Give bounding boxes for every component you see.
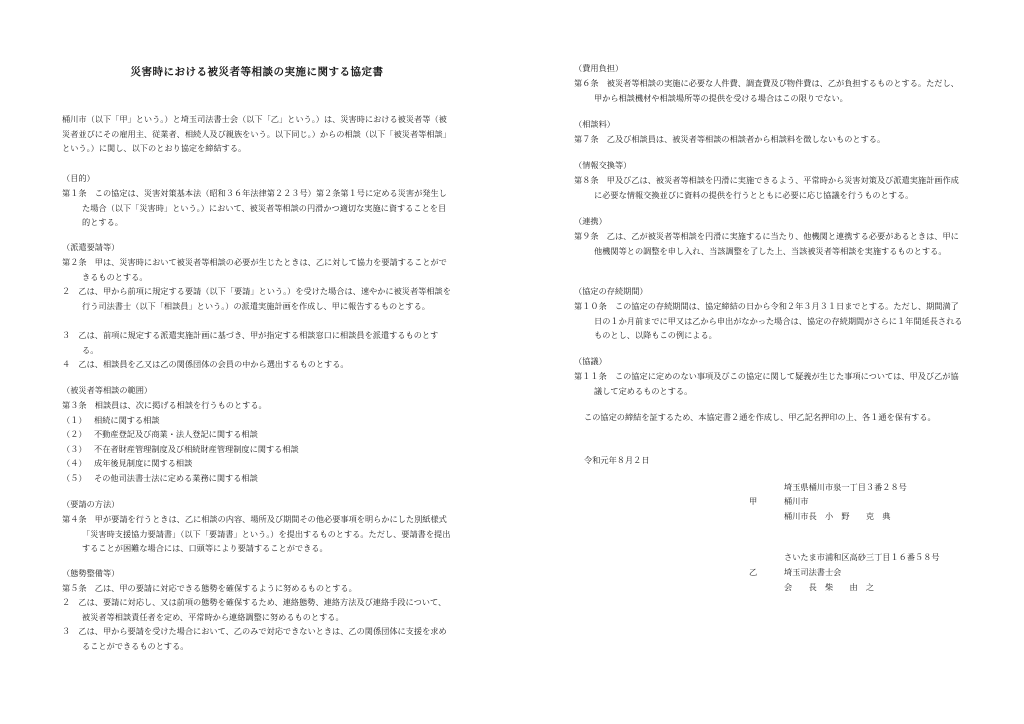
article-5-paragraph-3: ３ 乙は、甲から要請を受けた場合において、乙のみで対応できないときは、乙の関係団体に支援を求めることができるものとする。 <box>62 626 447 651</box>
article-3-heading: （被災者等相談の範囲） <box>62 385 153 395</box>
item-label: その他司法書士法に定める業務に関する相談 <box>94 473 258 483</box>
article-3-item <box>62 471 258 486</box>
item-label: 成年後見制度に関する相談 <box>94 458 193 468</box>
article-2-paragraph-2: ２ 乙は、甲から前項に規定する要請（以下「要請」という。）を受けた場合は、速やかに被災者等相談を行う司法書士（以下「相談員」という。）の派遣実施計画を作成し、甲に報告するものとする。 <box>62 286 451 311</box>
article-1-text: 第１条 この協定は、災害対策基本法（昭和３６年法律第２２３号）第２条第１号に定める災害が発生した場合（以下「災害時」という。）において、被災者等相談の円滑かつ適切な実施に資することを目的とする。 <box>62 188 447 228</box>
article-5-text: 第５条 乙は、甲の要請に対応できる態勢を確保するように努めるものとする。 <box>62 583 357 593</box>
article-3-item <box>62 442 299 457</box>
article-1-heading: （目的） <box>62 173 95 183</box>
article-3-text: 第３条 相談員は、次に掲げる相談を行うものとする。 <box>62 400 267 410</box>
article-8-text: 第８条 甲及び乙は、被災者等相談を円滑に実施できるよう、平常時から災害対策及び派遣実施計画作成に必要な情報交換並びに資料の提供を行うとともに必要に応じ協議を行うものとする。 <box>574 175 959 200</box>
agreement-date: 令和元年８月２日 <box>584 455 650 465</box>
item-number: （３） <box>62 444 87 454</box>
item-number: （５） <box>62 473 87 483</box>
party-b-name: 埼玉司法書士会 <box>784 567 842 577</box>
article-10-text: 第１０条 この協定の存続期間は、協定締結の日から令和２年３月３１日までとする。ただし、期間満了日の１か月前までに甲又は乙から申出がなかった場合は、協定の存続期間がさらに１年間延長されるものとし、以降もこの例による。 <box>574 301 963 341</box>
article-7-text: 第７条 乙及び相談員は、被災者等相談の相談者から相談料を徴しないものとする。 <box>574 134 886 144</box>
party-b-representative: 会 長 柴 由 之 <box>784 582 875 592</box>
party-a-address: 埼玉県桶川市泉一丁目３番２８号 <box>784 482 907 492</box>
preamble: 桶川市（以下「甲」という。）と埼玉司法書士会（以下「乙」という。）は、災害時における被災者等（被災者並びにその雇用主、従業者、相続人及び親族をいう。以下同じ。）からの相談（以下「被災者等相談」という。）に関し、以下のとおり協定を締結する。 <box>62 114 451 154</box>
article-3-item <box>62 456 192 471</box>
article-2-text: 第２条 甲は、災害時において被災者等相談の必要が生じたときは、乙に対して協力を要請することができるものとする。 <box>62 257 447 282</box>
party-a-mark: 甲 <box>749 496 758 506</box>
article-10-heading: （協定の存続期間） <box>574 286 648 296</box>
item-label: 相続に関する相談 <box>94 415 160 425</box>
article-2-paragraph-4: ４ 乙は、相談員を乙又は乙の関係団体の会員の中から選出するものとする。 <box>62 359 349 369</box>
article-7-heading: （相談料） <box>574 119 615 129</box>
item-number: （１） <box>62 415 87 425</box>
item-label: 不在者財産管理制度及び相続財産管理制度に関する相談 <box>94 444 299 454</box>
article-5-paragraph-2: ２ 乙は、要請に対応し、又は前項の態勢を確保するため、連絡態勢、連絡方法及び連絡手段について、被災者等相談責任者を定め、平常時から連絡調整に努めるものとする。 <box>62 597 447 622</box>
party-b-address: さいたま市浦和区高砂三丁目１６番５８号 <box>784 552 940 562</box>
article-3-item <box>62 427 258 442</box>
article-6-heading: （費用負担） <box>574 63 624 73</box>
article-11-text: 第１１条 この協定に定めのない事項及びこの協定に関して疑義が生じた事項については、甲及び乙が協議して定めるものとする。 <box>574 371 959 396</box>
article-9-heading: （連携） <box>574 216 607 226</box>
article-4-text: 第４条 甲が要請を行うときは、乙に相談の内容、場所及び期間その他必要事項を明らかにした別紙様式「災害時支援協力要請書」（以下「要請書」という。）を提出するものとする。ただし、要請書を提出することが困難な場合には、口頭等により要請することができる。 <box>62 514 451 554</box>
article-9-text: 第９条 乙は、乙が被災者等相談を円滑に実施するに当たり、他機関と連携する必要があるときは、甲に他機関等との調整を申し入れ、当該調整を了した上、当該被災者等相談を実施するものとする。 <box>574 231 959 256</box>
item-number: （４） <box>62 458 87 468</box>
article-3-item <box>62 413 160 428</box>
document-title: 災害時における被災者等相談の実施に関する協定書 <box>130 66 384 78</box>
item-label: 不動産登記及び商業・法人登記に関する相談 <box>94 429 258 439</box>
article-4-heading: （要請の方法） <box>62 499 120 509</box>
party-a-name: 桶川市 <box>784 496 809 506</box>
article-6-text: 第６条 被災者等相談の実施に必要な人件費、調査費及び物件費は、乙が負担するものとする。ただし、甲から相談機材や相談場所等の提供を受ける場合はこの限りでない。 <box>574 78 959 103</box>
article-5-heading: （態勢整備等） <box>62 568 120 578</box>
article-2-paragraph-3: ３ 乙は、前項に規定する派遣実施計画に基づき、甲が指定する相談窓口に相談員を派遣するものとする。 <box>62 330 439 355</box>
item-number: （２） <box>62 429 87 439</box>
closing-statement: この協定の締結を証するため、本協定書２通を作成し、甲乙記名押印の上、各１通を保有する。 <box>584 412 936 422</box>
article-8-heading: （情報交換等） <box>574 160 632 170</box>
article-2-heading: （派遣要請等） <box>62 242 120 252</box>
article-11-heading: （協議） <box>574 356 607 366</box>
party-a-representative: 桶川市長 小 野 克 典 <box>784 511 891 521</box>
party-b-mark: 乙 <box>749 567 758 577</box>
